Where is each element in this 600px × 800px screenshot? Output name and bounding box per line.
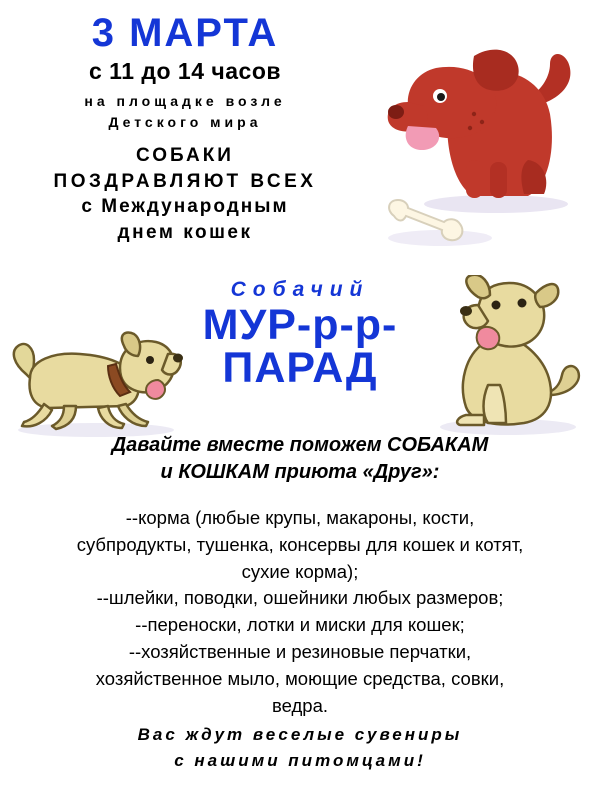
needs-line: --переноски, лотки и миски для кошек; bbox=[135, 614, 465, 636]
greeting-line-4: днем кошек bbox=[117, 221, 253, 243]
event-place-line1: на площадке возле bbox=[84, 93, 286, 109]
event-place-line2: Детского мира bbox=[108, 114, 262, 130]
tan-dog-running-illustration bbox=[8, 330, 183, 440]
event-time: с 11 до 14 часов bbox=[88, 58, 282, 84]
parade-subtitle: Собачий bbox=[230, 278, 370, 301]
header-block bbox=[0, 8, 370, 246]
footer-line-1: Вас ждут веселые сувениры bbox=[137, 725, 463, 744]
greeting-line-2: ПОЗДРАВЛЯЮТ ВСЕХ bbox=[53, 170, 317, 192]
greeting-text bbox=[0, 143, 370, 246]
needs-line: --корма (любые крупы, макароны, кости, bbox=[125, 507, 475, 528]
greeting-line-3: с Международным bbox=[81, 196, 289, 218]
event-date: 3 МАРТА bbox=[91, 11, 279, 55]
cta-line-1: Давайте вместе поможем СОБАКАМ bbox=[111, 434, 489, 456]
footer-note bbox=[0, 722, 600, 773]
greeting-line-1: СОБАКИ bbox=[136, 145, 234, 166]
footer-line-2: с нашими питомцами! bbox=[174, 750, 426, 770]
tan-dog-sitting-illustration bbox=[432, 275, 592, 440]
needs-line: сухие корма); bbox=[241, 560, 359, 582]
needs-line: ведра. bbox=[271, 694, 328, 716]
needs-line: --хозяйственные и резиновые перчатки, bbox=[128, 641, 472, 663]
needs-line: хозяйственное мыло, моющие средства, совки, bbox=[95, 667, 505, 689]
needs-line: субпродукты, тушенка, консервы для кошек и котят, bbox=[76, 533, 524, 555]
parade-title-line1: МУР-р-р- bbox=[202, 301, 398, 349]
parade-title-line2: ПАРАД bbox=[222, 344, 378, 392]
needs-list bbox=[0, 505, 600, 720]
call-to-action bbox=[0, 432, 600, 486]
cta-line-2: и КОШКАМ приюта «Друг»: bbox=[160, 461, 440, 483]
event-place bbox=[0, 91, 370, 133]
red-dog-illustration bbox=[378, 10, 593, 260]
needs-line: --шлейки, поводки, ошейники любых размеров; bbox=[96, 587, 504, 609]
